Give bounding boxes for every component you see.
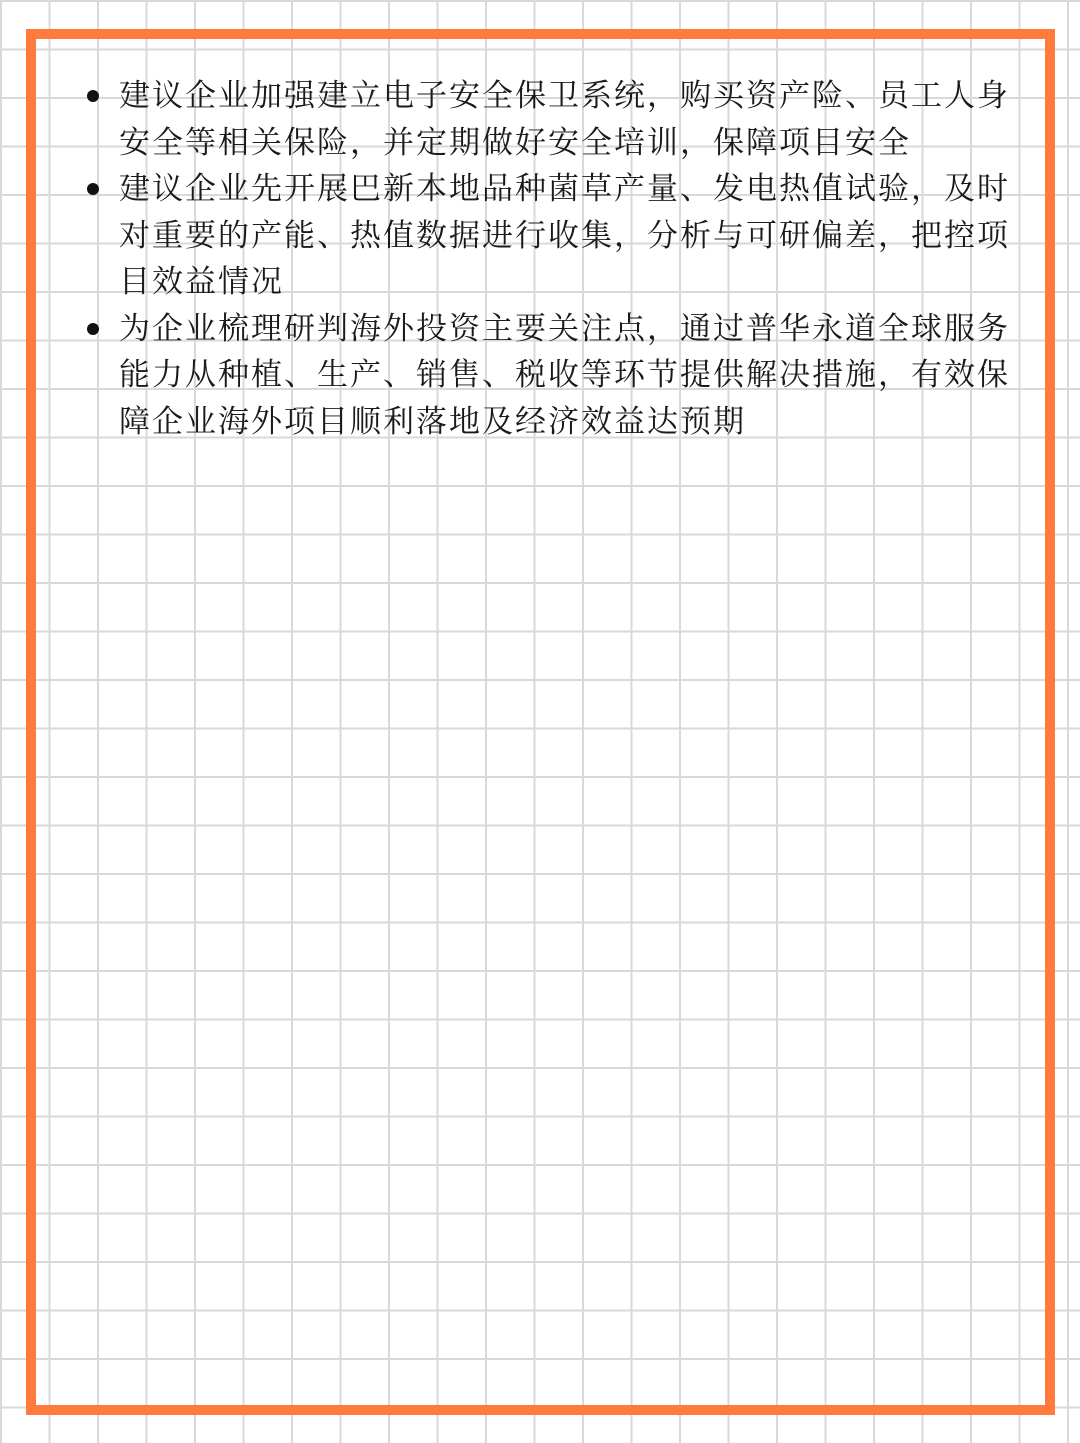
list-item-text: 为企业梳理研判海外投资主要关注点，通过普华永道全球服务能力从种植、生产、销售、税收等环节提供解决措施，有效保障企业海外项目顺利落地及经济效益达预期 (119, 310, 1010, 440)
list-item (87, 166, 1027, 306)
list-item-text: 建议企业加强建立电子安全保卫系统，购买资产险、员工人身安全等相关保险，并定期做好安全培训，保障项目安全 (119, 78, 1010, 161)
list-item-text: 建议企业先开展巴新本地品种菌草产量、发电热值试验，及时对重要的产能、热值数据进行收集，分析与可研偏差，把控项目效益情况 (119, 171, 1010, 300)
list-item (87, 306, 1027, 446)
recommendation-list (87, 73, 1027, 445)
bullet-dot-icon (87, 183, 99, 195)
bullet-dot-icon (87, 90, 99, 102)
list-item (87, 73, 1027, 166)
bullet-dot-icon (87, 323, 99, 335)
